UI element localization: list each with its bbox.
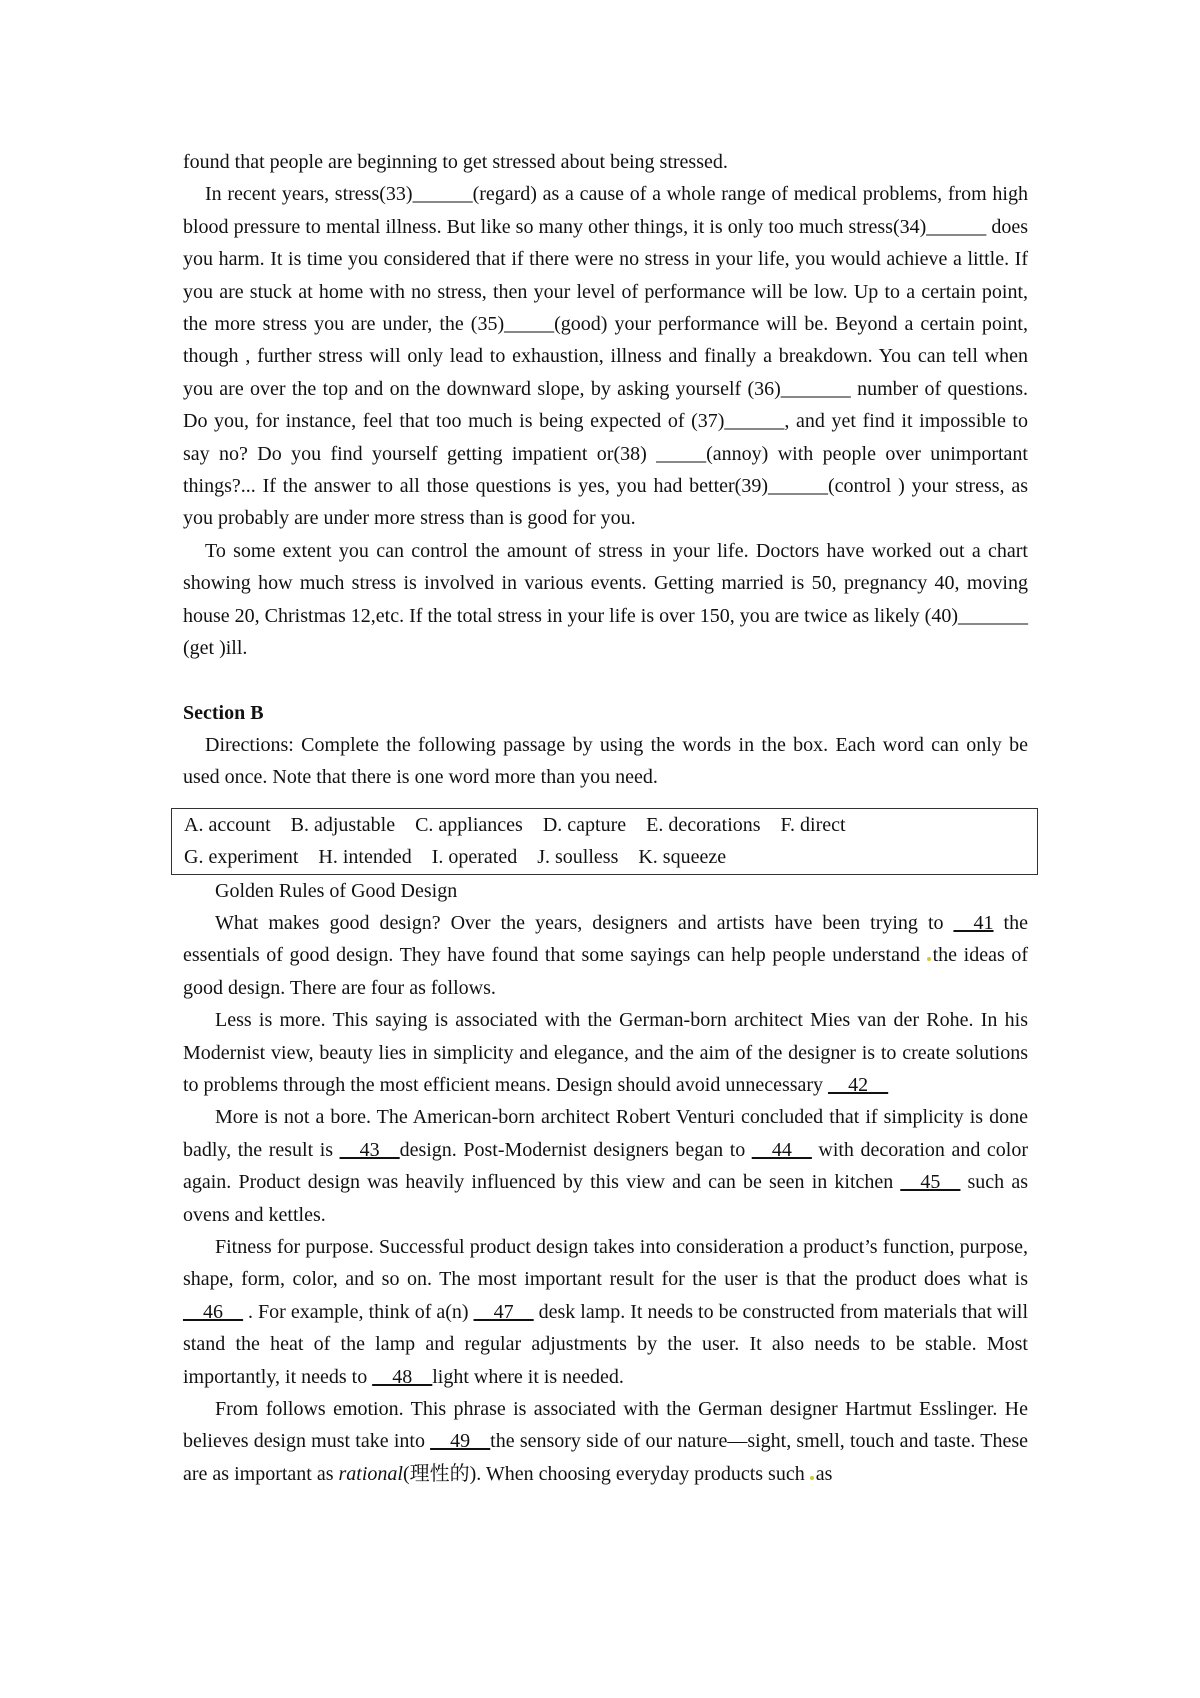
- blank-42: __42__: [828, 1073, 889, 1096]
- passage-b-p3: [183, 1101, 1028, 1231]
- passage-b-p5: [183, 1393, 1028, 1490]
- blank-48: __48__: [372, 1365, 433, 1388]
- text-run: the essentials of good design. They have found that some sayings can help people understand: [183, 911, 1028, 967]
- blank-49: __49__: [430, 1430, 491, 1453]
- word-option: C. appliances: [415, 813, 523, 836]
- italic-term: rational: [338, 1462, 403, 1485]
- blank-41: __41: [953, 911, 994, 934]
- word-box-row-2: [184, 841, 1025, 873]
- highlight-mark-icon: [810, 1476, 814, 1480]
- text-run: Fitness for purpose. Successful product design takes into consideration a product’s function, purpose, shape, form, color, and so on. The most important result for the user is that the product does what is: [183, 1236, 1028, 1291]
- text-run: such as ovens and kettles.: [183, 1171, 1028, 1226]
- text-run: the sensory side of our nature—sight, smell, touch and taste. These are as important as: [183, 1430, 1028, 1485]
- highlight-mark-icon: [927, 957, 931, 961]
- word-option: G. experiment: [184, 846, 299, 869]
- text-run: desk lamp. It needs to be constructed from materials that will stand the heat of the lamp and regular adjustments by the user. It also needs to be stable. Most importantly, it needs to: [183, 1300, 1028, 1388]
- document-content: [183, 146, 1028, 1490]
- blank-44: __44__: [751, 1138, 812, 1161]
- blank-46: __46__: [183, 1300, 243, 1323]
- section-b-directions: Directions: Complete the following passage by using the words in the box. Each word can only be used once. Note that there is one word more than you need.: [183, 733, 1028, 789]
- text-run: Less is more. This saying is associated with the German-born architect Mies van der Rohe. In his Modernist view, beauty lies in simplicity and elegance, and the aim of the designer is to create solutions to problems through the most efficient means. Design should avoid unnecessary: [183, 1009, 1028, 1096]
- word-option: J. soulless: [537, 846, 619, 869]
- text-run: as: [815, 1462, 833, 1485]
- passage-b-p1: [183, 907, 1028, 1004]
- spacer: [183, 665, 1028, 697]
- text-run: What makes good design? Over the years, designers and artists have been trying to: [215, 911, 954, 934]
- blank-43: __43__: [339, 1138, 400, 1161]
- text-run: the ideas of good design. There are four as follows.: [183, 944, 1029, 999]
- text-run: . For example, think of a(n): [243, 1300, 474, 1323]
- word-option: H. intended: [318, 846, 412, 869]
- blank-45: __45__: [900, 1171, 961, 1194]
- word-option: K. squeeze: [638, 846, 727, 869]
- blank-47: __47__: [473, 1300, 534, 1323]
- passage-b-p4: [183, 1231, 1028, 1393]
- text-run: More is not a bore. The American-born architect Robert Venturi concluded that if simplicity is done badly, the result is: [183, 1106, 1028, 1161]
- text-run: light where it is needed.: [432, 1365, 624, 1388]
- section-b-heading: Section B: [183, 701, 264, 724]
- word-option: A. account: [184, 813, 271, 836]
- word-option: E. decorations: [646, 813, 761, 836]
- passage-a-p0: found that people are beginning to get stressed about being stressed.: [183, 151, 728, 173]
- word-option: F. direct: [780, 813, 846, 836]
- word-option: D. capture: [542, 813, 627, 836]
- text-run: (理性的). When choosing everyday products such: [402, 1462, 810, 1485]
- word-box-row-1: [184, 809, 1025, 841]
- word-option: I. operated: [431, 846, 518, 869]
- text-run: design. Post-Modernist designers began to: [399, 1138, 752, 1161]
- passage-a-p2: To some extent you can control the amount of stress in your life. Doctors have worked out a chart showing how much stress is involved in various events. Getting married is 50, pregnancy 40, moving house 20, Christmas 12,etc. If the total stress in your life is over 150, you are twice as likely (40)_______ (get )ill.: [183, 539, 1028, 660]
- word-box: [171, 808, 1038, 875]
- text-run: From follows emotion. This phrase is associated with the German designer Hartmut Esslinger. He believes design must take into: [183, 1398, 1028, 1453]
- passage-b-p2: [183, 1004, 1028, 1101]
- text-run: with decoration and color again. Product design was heavily influenced by this view and can be seen in kitchen: [183, 1138, 1028, 1194]
- passage-a-p1: In recent years, stress(33)______(regard) as a cause of a whole range of medical problems, from high blood pressure to mental illness. But like so many other things, it is only too much stress(34)______ does you harm. It is time you considered that if there were no stress in your life, you would achieve a little. If you are stuck at home with no stress, then your level of performance will be low. Up to a certain point, the more stress you are under, the (35)_____(good) your performance will be. Beyond a certain point, though , further stress will only lead to exhaustion, illness and finally a breakdown. You can tell when you are over the top and on the downward slope, by asking yourself (36)_______ number of questions. Do you, for instance, feel that too much is being expected of (37)______, and yet find it impossible to say no? Do you find yourself getting impatient or(38) _____(annoy) with people over unimportant things?... If the answer to all those questions is yes, you had better(39)______(control ) your stress, as you probably are under more stress than is good for you.: [183, 183, 1028, 530]
- passage-b-title: Golden Rules of Good Design: [215, 879, 458, 902]
- word-option: B. adjustable: [290, 813, 396, 836]
